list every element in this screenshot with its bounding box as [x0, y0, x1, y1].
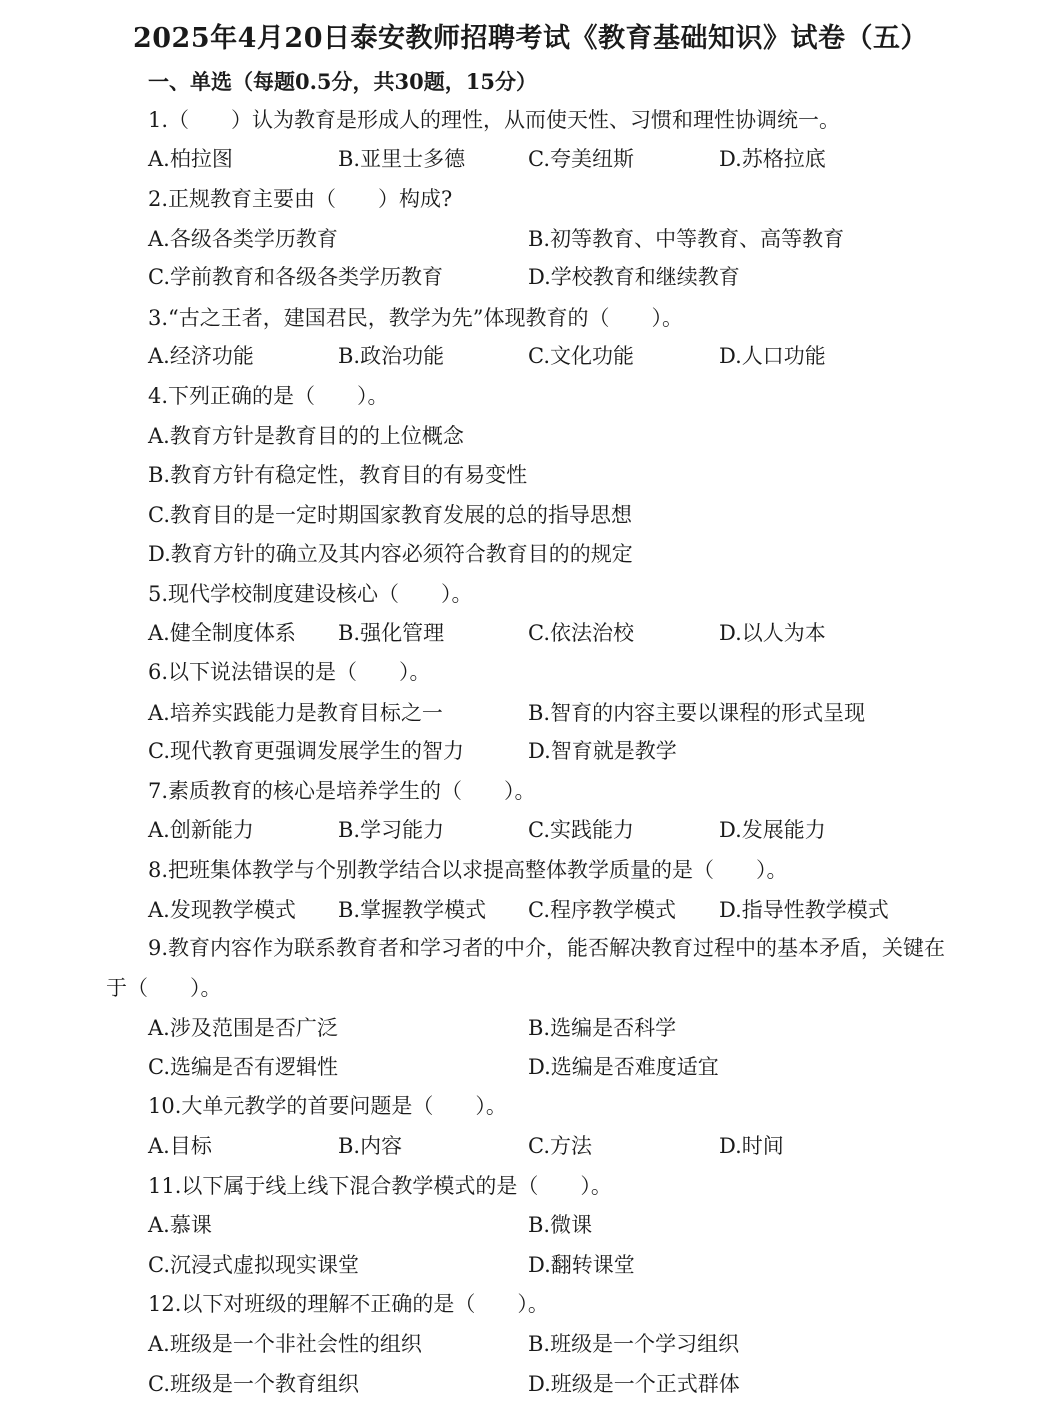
option-b: B.选编是否科学 [528, 1016, 677, 1040]
option-d: D.教育方针的确立及其内容必须符合教育目的的规定 [148, 542, 633, 566]
option-c: C.夸美纽斯 [528, 147, 634, 171]
option-a: A.经济功能 [148, 344, 254, 368]
option-b: B.掌握教学模式 [338, 898, 487, 922]
option-a: A.各级各类学历教育 [148, 227, 338, 251]
option-d: D.学校教育和继续教育 [528, 265, 740, 289]
option-a: A.发现教学模式 [148, 898, 296, 922]
option-d: D.智育就是教学 [528, 739, 677, 763]
option-d: D.发展能力 [719, 818, 826, 842]
question-stem-continued: 于（ ）。 [106, 976, 222, 1000]
question-stem: 8.把班集体教学与个别教学结合以求提高整体教学质量的是（ ）。 [148, 858, 788, 882]
option-c: C.沉浸式虚拟现实课堂 [148, 1253, 359, 1277]
option-c: C.现代教育更强调发展学生的智力 [148, 739, 464, 763]
option-d: D.时间 [719, 1134, 784, 1158]
option-b: B.微课 [528, 1213, 593, 1237]
option-b: B.班级是一个学习组织 [528, 1332, 740, 1356]
option-a: A.目标 [148, 1134, 212, 1158]
option-c: C.班级是一个教育组织 [148, 1372, 359, 1396]
option-c: C.实践能力 [528, 818, 634, 842]
option-a: A.创新能力 [148, 818, 254, 842]
option-a: A.培养实践能力是教育目标之一 [148, 701, 443, 725]
question-stem: 2.正规教育主要由（ ）构成? [148, 187, 453, 211]
option-c: C.选编是否有逻辑性 [148, 1055, 338, 1079]
question-stem: 9.教育内容作为联系教育者和学习者的中介，能否解决教育过程中的基本矛盾，关键在 [148, 936, 946, 960]
option-d: D.以人为本 [719, 621, 826, 645]
section-heading: 一、单选（每题0.5分，共30题，15分） [148, 69, 537, 94]
option-b: B.政治功能 [338, 344, 445, 368]
option-c: C.文化功能 [528, 344, 634, 368]
question-stem: 3.“古之王者，建国君民，教学为先”体现教育的（ ）。 [148, 306, 684, 330]
option-d: D.苏格拉底 [719, 147, 826, 171]
option-b: B.亚里士多德 [338, 147, 466, 171]
option-c: C.方法 [528, 1134, 592, 1158]
question-stem: 5.现代学校制度建设核心（ ）。 [148, 582, 473, 606]
question-stem: 4.下列正确的是（ ）。 [148, 384, 389, 408]
question-stem: 6.以下说法错误的是（ ）。 [148, 660, 431, 684]
option-c: C.学前教育和各级各类学历教育 [148, 265, 443, 289]
option-d: D.翻转课堂 [528, 1253, 635, 1277]
option-a: A.柏拉图 [148, 147, 233, 171]
option-a: A.涉及范围是否广泛 [148, 1016, 338, 1040]
question-stem: 11.以下属于线上线下混合教学模式的是（ ）。 [148, 1174, 612, 1198]
option-b: B.学习能力 [338, 818, 445, 842]
option-c: C.依法治校 [528, 621, 634, 645]
option-d: D.选编是否难度适宜 [528, 1055, 719, 1079]
option-a: A.健全制度体系 [148, 621, 296, 645]
option-d: D.班级是一个正式群体 [528, 1372, 740, 1396]
option-d: D.指导性教学模式 [719, 898, 889, 922]
option-b: B.教育方针有稳定性，教育目的有易变性 [148, 463, 528, 487]
option-b: B.初等教育、中等教育、高等教育 [528, 227, 845, 251]
option-d: D.人口功能 [719, 344, 826, 368]
question-stem: 7.素质教育的核心是培养学生的（ ）。 [148, 779, 536, 803]
option-b: B.内容 [338, 1134, 403, 1158]
exam-title: 2025年4月20日泰安教师招聘考试《教育基础知识》试卷（五） [132, 23, 928, 54]
option-b: B.智育的内容主要以课程的形式呈现 [528, 701, 866, 725]
question-stem: 10.大单元教学的首要问题是（ ）。 [148, 1094, 507, 1118]
option-c: C.程序教学模式 [528, 898, 676, 922]
question-stem: 12.以下对班级的理解不正确的是（ ）。 [148, 1292, 549, 1316]
option-a: A.慕课 [148, 1213, 212, 1237]
option-b: B.强化管理 [338, 621, 445, 645]
option-c: C.教育目的是一定时期国家教育发展的总的指导思想 [148, 503, 632, 527]
option-a: A.班级是一个非社会性的组织 [148, 1332, 422, 1356]
question-stem: 1.（ ）认为教育是形成人的理性，从而使天性、习惯和理性协调统一。 [148, 108, 841, 132]
option-a: A.教育方针是教育目的的上位概念 [148, 424, 464, 448]
